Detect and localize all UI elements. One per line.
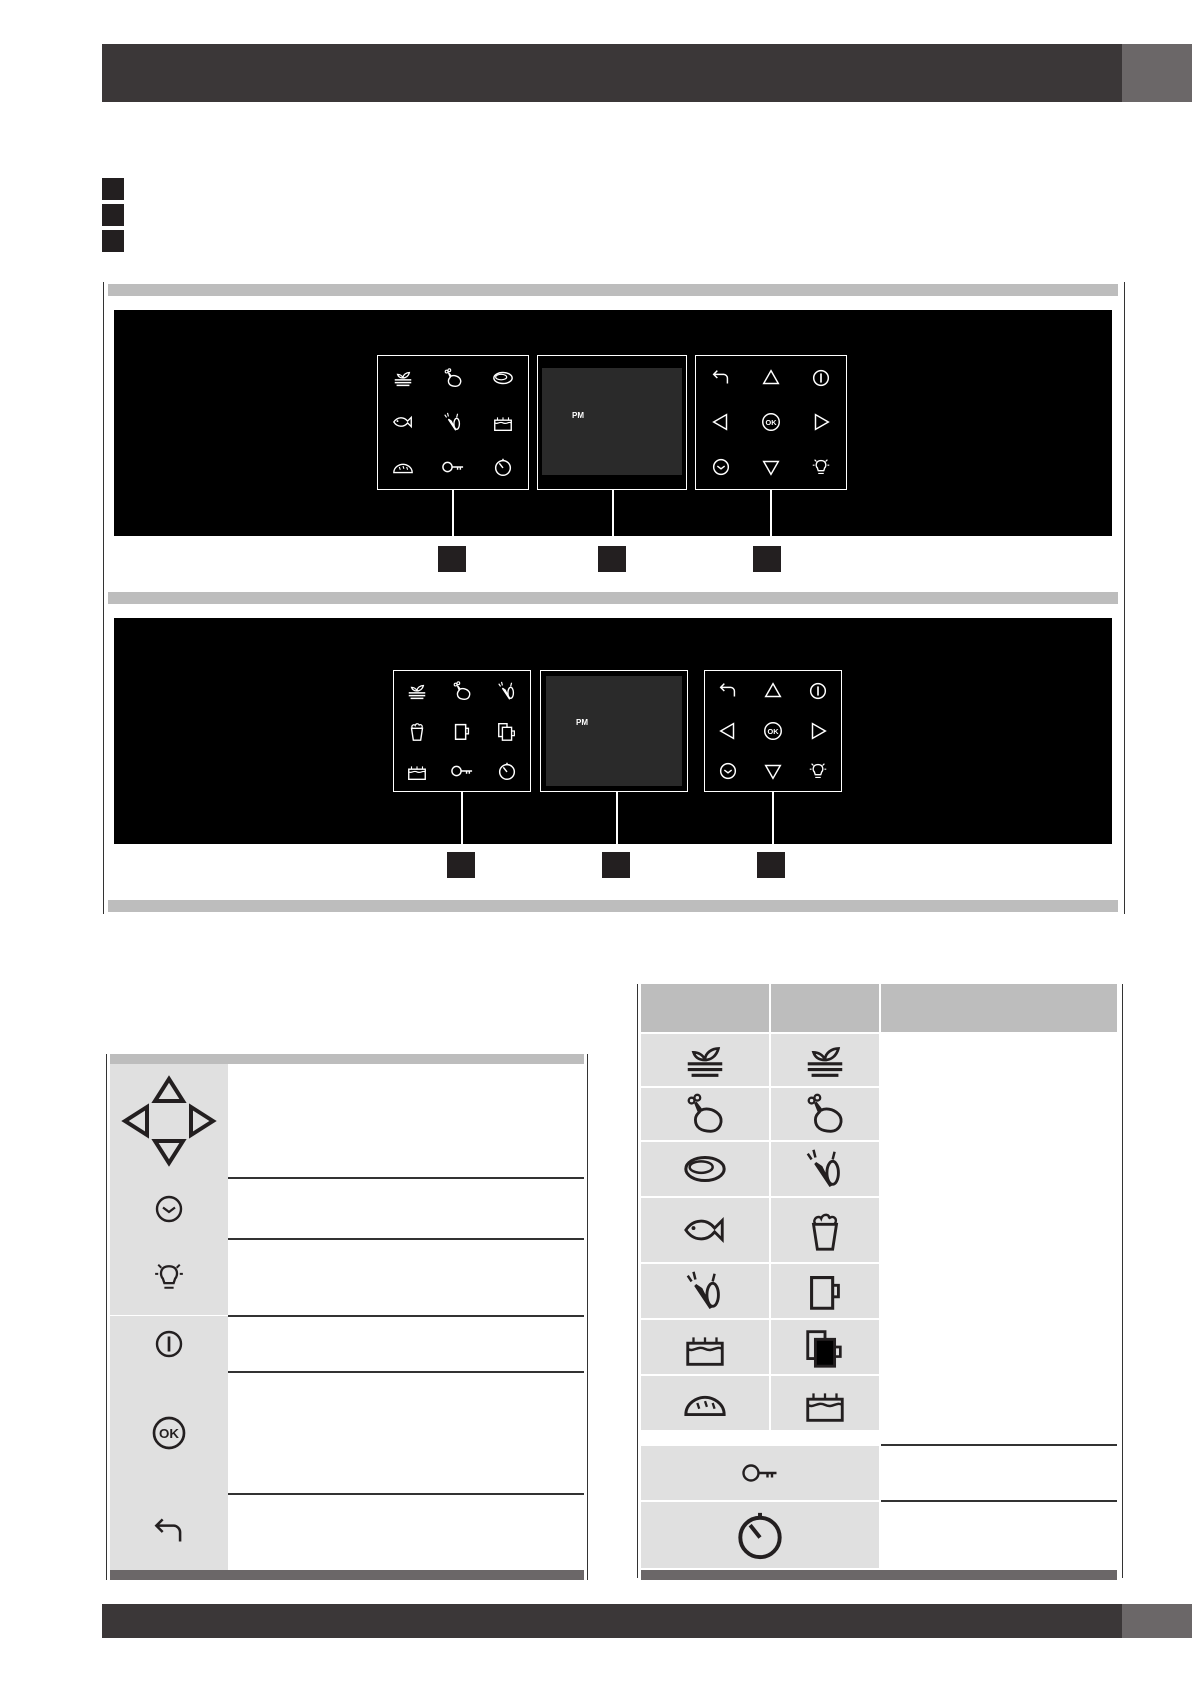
clock-icon[interactable] [715,760,741,782]
clock-icon [149,1191,189,1227]
callout-label [757,852,785,878]
cake-icon[interactable] [404,760,430,782]
figure-divider-bottom [108,900,1118,912]
function-icon-cell [641,1264,769,1318]
chicken-icon[interactable] [440,367,466,389]
table-header-col1 [641,984,769,1032]
timer-icon[interactable] [494,760,520,782]
display-screen-1 [542,368,682,475]
row-divider [881,1500,1117,1502]
header-bar-tab [1122,44,1192,102]
display-pm-label: PM [572,411,584,420]
fish-icon [677,1207,733,1253]
row-divider [228,1238,584,1240]
function-row-wide [641,1446,879,1500]
steak-icon[interactable] [490,367,516,389]
right-triangle-icon[interactable] [805,720,831,742]
leader-line [616,792,618,844]
ok-icon [147,1413,191,1453]
steak-icon [677,1146,733,1192]
cup-icon[interactable] [449,720,475,742]
key-row-icon-cell [110,1239,228,1315]
function-row-wide [641,1502,879,1568]
function-keys-module-2 [393,670,531,792]
table-header-col3 [881,984,1117,1032]
table-footer-bar [110,1570,584,1580]
table-header-bar [110,1054,584,1064]
left-triangle-icon[interactable] [715,720,741,742]
cake-icon[interactable] [490,411,516,433]
back-arrow-icon [148,1513,190,1551]
chicken-icon[interactable] [449,680,475,702]
figure-divider-middle [108,592,1118,604]
popcorn-icon [797,1207,853,1253]
leader-line [770,490,772,536]
key-row-icon-cell [110,1064,228,1178]
function-icon-cell [641,1320,769,1374]
row-divider [228,1371,584,1373]
carrot-eggplant-icon[interactable] [440,411,466,433]
power-icon[interactable] [808,367,834,389]
fish-icon[interactable] [390,411,416,433]
arrow-cluster-icon [119,1071,219,1171]
vegetables-plate-icon[interactable] [390,367,416,389]
back-arrow-icon[interactable] [715,680,741,702]
vegetables-plate-icon [797,1037,853,1083]
table-footer-bar [641,1570,1117,1580]
left-triangle-icon[interactable] [708,411,734,433]
row-divider [881,1444,1117,1446]
back-arrow-icon[interactable] [708,367,734,389]
callout-label [438,546,466,572]
carrot-eggplant-icon [797,1146,853,1192]
light-bulb-icon [149,1257,189,1297]
control-panel-2 [114,618,1112,844]
table-header-col2 [771,984,879,1032]
row-divider [228,1315,584,1317]
light-bulb-icon[interactable] [808,456,834,478]
double-cup-icon [797,1324,853,1370]
up-triangle-icon[interactable] [760,680,786,702]
leader-line [461,792,463,844]
key-row-icon-cell [110,1372,228,1494]
display-pm-label: PM [576,718,588,727]
callout-label [753,546,781,572]
double-cup-icon[interactable] [494,720,520,742]
leader-line [612,490,614,536]
function-icon-cell [771,1376,879,1430]
right-triangle-icon[interactable] [808,411,834,433]
control-panel-1 [114,310,1112,536]
timer-icon[interactable] [490,456,516,478]
bullet-square-1 [102,178,124,200]
leader-line [772,792,774,844]
down-triangle-icon[interactable] [760,760,786,782]
function-icon-cell [771,1142,879,1196]
function-icon-cell [641,1142,769,1196]
clock-icon[interactable] [708,456,734,478]
callout-label [598,546,626,572]
key-row-icon-cell [110,1316,228,1372]
power-icon[interactable] [805,680,831,702]
vegetables-plate-icon[interactable] [404,680,430,702]
navigation-keys-module-1 [695,355,847,490]
function-icon-cell [771,1198,879,1262]
light-bulb-icon[interactable] [805,760,831,782]
function-icon-cell [771,1088,879,1140]
key-lock-icon[interactable] [440,456,466,478]
carrot-eggplant-icon [677,1268,733,1314]
row-divider [228,1493,584,1495]
vegetables-plate-icon [677,1037,733,1083]
chicken-icon [797,1091,853,1137]
down-triangle-icon[interactable] [758,456,784,478]
bread-icon [677,1380,733,1426]
navigation-keys-module-2 [704,670,842,792]
power-icon [149,1326,189,1362]
cup-icon [797,1268,853,1314]
figure-divider-top [108,284,1118,296]
key-row-icon-cell [110,1178,228,1239]
timer-icon [728,1505,792,1565]
popcorn-icon[interactable] [404,720,430,742]
function-icon-cell [641,1088,769,1140]
ok-icon[interactable] [758,411,784,433]
function-icon-cell [771,1320,879,1374]
key-row-icon-cell [110,1494,228,1570]
up-triangle-icon[interactable] [758,367,784,389]
function-keys-module-1 [377,355,529,490]
cake-icon [797,1380,853,1426]
callout-label [447,852,475,878]
function-icon-cell [641,1034,769,1086]
bullet-square-3 [102,230,124,252]
callout-label [602,852,630,878]
leader-line [452,490,454,536]
key-lock-icon[interactable] [449,760,475,782]
cake-icon [677,1324,733,1370]
function-icon-cell [771,1264,879,1318]
carrot-eggplant-icon[interactable] [494,680,520,702]
footer-bar [102,1604,1122,1638]
function-icon-cell [771,1034,879,1086]
display-screen-2 [546,676,682,786]
row-divider [228,1177,584,1179]
footer-bar-tab [1122,1604,1192,1638]
bread-icon[interactable] [390,456,416,478]
function-icon-cell [641,1198,769,1262]
chicken-icon [677,1091,733,1137]
header-bar [102,44,1122,102]
bullet-square-2 [102,204,124,226]
ok-icon[interactable] [760,720,786,742]
function-icon-cell [641,1376,769,1430]
key-lock-icon [730,1455,790,1491]
